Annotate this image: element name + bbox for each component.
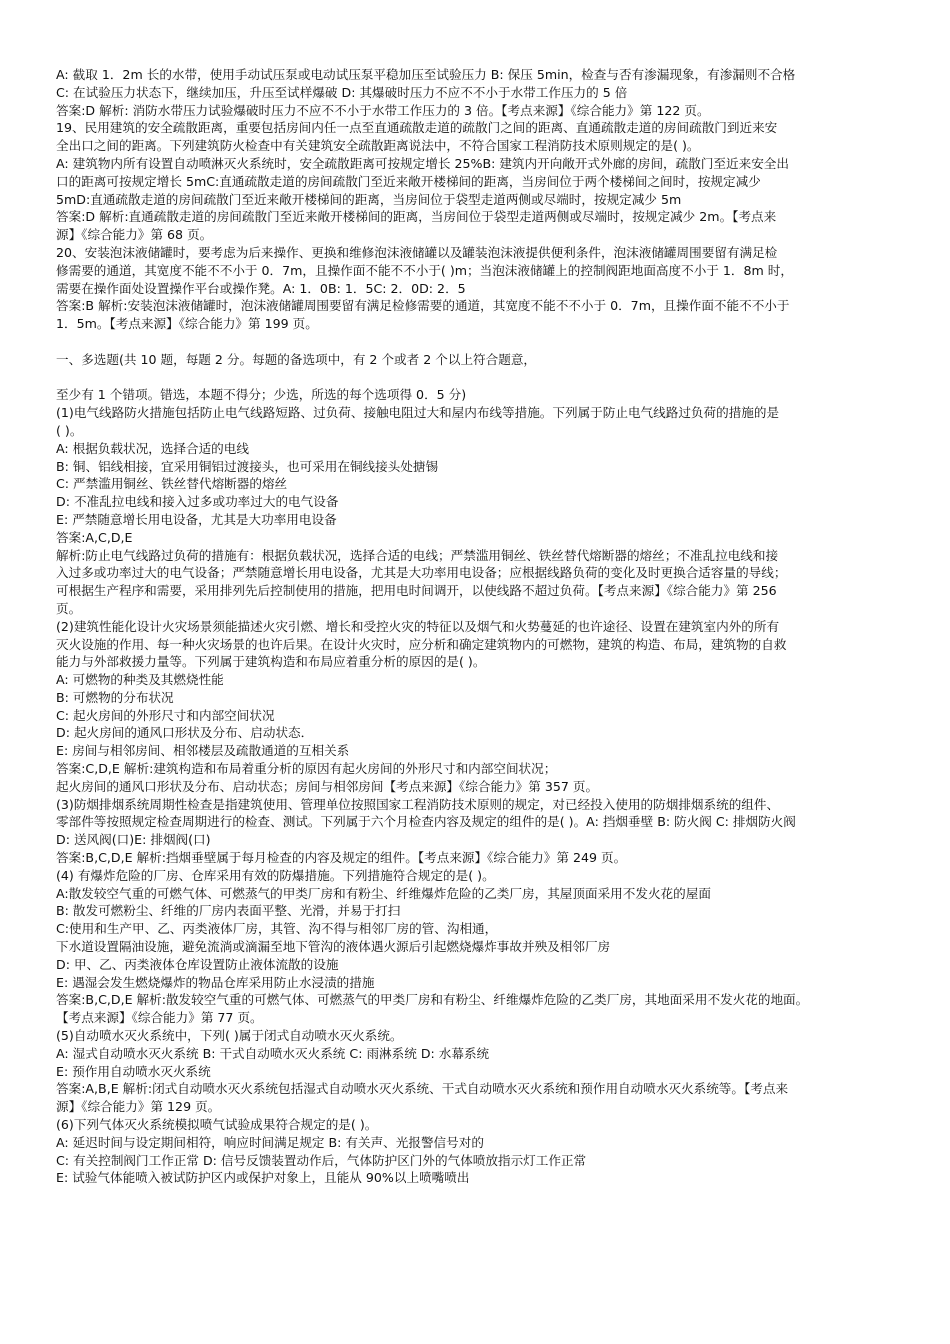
text-line: 口的距离可按规定增长 5mC:直通疏散走道的房间疏散门至近来敞开楼梯间的距离，当房间位于两个楼梯间之间时，按规定减少 [56, 173, 761, 189]
text-line: D: 不准乱拉电线和接入过多或功率过大的电气设备 [56, 494, 339, 510]
text-line: 答案:D 解析:直通疏散走道的房间疏散门至近来敞开楼梯间的距离，当房间位于袋型走道两侧或尽端时，按规定减少 2m。【考点来 [56, 209, 777, 225]
text-line: A: 湿式自动喷水灭火系统 B: 干式自动喷水灭火系统 C: 雨淋系统 D: 水幕系统 [56, 1045, 490, 1061]
text-line: B: 可燃物的分布状况 [56, 689, 174, 705]
text-line: D: 甲、乙、丙类液体仓库设置防止液体流散的设施 [56, 956, 339, 972]
text-line: 答案:B,C,D,E 解析:散发较空气重的可燃气体、可燃蒸气的甲类厂房和有粉尘、纤维爆炸危险的乙类厂房，其地面采用不发火花的地面。 [56, 992, 809, 1008]
blank-line [56, 369, 894, 387]
text-line: 页。 [56, 600, 82, 616]
text-line: 20、安装泡沫液储罐时，要考虑为后来操作、更换和维修泡沫液储罐以及罐装泡沫液提供便利条件，泡沫液储罐周围要留有满足检 [56, 244, 778, 260]
text-line: D: 送风阀(口)E: 排烟阀(口) [56, 832, 211, 848]
text-line: E: 严禁随意增长用电设备，尤其是大功率用电设备 [56, 511, 337, 527]
blank-line [56, 333, 894, 351]
text-line: E: 遇湿会发生燃烧爆炸的物品仓库采用防止水浸渍的措施 [56, 974, 375, 990]
text-line: (4) 有爆炸危险的厂房、仓库采用有效的防爆措施。下列措施符合规定的是( )。 [56, 867, 495, 883]
text-line: 源】《综合能力》第 68 页。 [56, 227, 213, 243]
text-line: 入过多或功率过大的电气设备；严禁随意增长用电设备，尤其是大功率用电设备；应根据线路负荷的变化及时更换合适容量的导线； [56, 565, 787, 581]
text-line: ( )。 [56, 422, 83, 438]
text-line: 修需要的通道，其宽度不能不不小于 0．7m，且操作面不能不不小于( )m；当泡沫液储罐上的控制阀距地面高度不小于 1．8m 时， [56, 262, 793, 278]
text-line: (3)防烟排烟系统周期性检查是指建筑使用、管理单位按照国家工程消防技术原则的规定，对已经投入使用的防烟排烟系统的组件、 [56, 796, 780, 812]
text-line: 至少有 1 个错项。错选，本题不得分；少选，所选的每个选项得 0．5 分) [56, 387, 467, 403]
text-line: (5)自动喷水灭火系统中，下列( )属于闭式自动喷水灭火系统。 [56, 1028, 403, 1044]
text-line: A: 可燃物的种类及其燃烧性能 [56, 672, 224, 688]
text-line: E: 预作用自动喷水灭火系统 [56, 1063, 211, 1079]
text-line: 起火房间的通风口形状及分布、启动状态；房间与相邻房间【考点来源】《综合能力》第 357 页。 [56, 778, 599, 794]
text-line: B: 散发可燃粉尘、纤维的厂房内表面平整、光滑，并易于打扫 [56, 903, 401, 919]
text-line: 能力与外部救援力量等。下列属于建筑构造和布局应着重分析的原因的是( )。 [56, 654, 486, 670]
text-line: 零部件等按照规定检查周期进行的检查、测试。下列属于六个月检查内容及规定的组件的是( )。A: 挡烟垂壁 B: 防火阀 C: 排烟防火阀 [56, 814, 796, 830]
text-line: 需要在操作面处设置操作平台或操作凳。A: 1．0B: 1．5C: 2．0D: 2．5 [56, 280, 466, 296]
text-line: (6)下列气体灭火系统模拟喷气试验成果符合规定的是( )。 [56, 1117, 378, 1133]
text-line: C: 有关控制阀门工作正常 D: 信号反馈装置动作后，气体防护区门外的气体喷放指示灯工作正常 [56, 1152, 587, 1168]
text-line: C: 严禁滥用铜丝、铁丝替代熔断器的熔丝 [56, 476, 288, 492]
text-line: C: 在试验压力状态下，继续加压，升压至试样爆破 D: 其爆破时压力不应不不小于水带工作压力的 5 倍 [56, 84, 628, 100]
text-line: 答案:B 解析:安装泡沫液储罐时，泡沫液储罐周围要留有满足检修需要的通道，其宽度不能不不小于 0．7m，且操作面不能不不小于 [56, 298, 790, 314]
text-line: 答案:A,B,E 解析:闭式自动喷水灭火系统包括湿式自动喷水灭火系统、干式自动喷水灭火系统和预作用自动喷水灭火系统等。【考点来 [56, 1081, 789, 1097]
document-page [56, 66, 894, 1187]
text-line: 答案:C,D,E 解析:建筑构造和布局着重分析的原因有起火房间的外形尺寸和内部空间状况； [56, 761, 557, 777]
text-line: 可根据生产程序和需要，采用排列先后控制使用的措施，把用电时间调开，以使线路不超过负荷。【考点来源】《综合能力》第 256 [56, 583, 777, 599]
section-heading: 一、多选题(共 10 题，每题 2 分。每题的备选项中，有 2 个或者 2 个以上符合题意， [56, 351, 537, 367]
text-line: A: 根据负载状况，选择合适的电线 [56, 440, 249, 456]
text-line: 5mD:直通疏散走道的房间疏散门至近来敞开楼梯间的距离，当房间位于袋型走道两侧或尽端时，按规定减少 5m [56, 191, 682, 207]
text-line: A: 延迟时间与设定期间相符，响应时间满足规定 B: 有关声、光报警信号对的 [56, 1134, 484, 1150]
text-line: (2)建筑性能化设计火灾场景须能描述火灾引燃、增长和受控火灾的特征以及烟气和火势蔓延的也许途径、设置在建筑室内外的所有 [56, 618, 780, 634]
text-line: 全出口之间的距离。下列建筑防火检查中有关建筑安全疏散距离说法中，不符合国家工程消防技术原则规定的是( )。 [56, 138, 700, 154]
text-line: 【考点来源】《综合能力》第 77 页。 [56, 1010, 263, 1026]
text-line: B: 铜、铝线相接，宜采用铜铝过渡接头，也可采用在铜线接头处搪锡 [56, 458, 439, 474]
text-line: 灭火设施的作用、每一种火灾场景的也许后果。在设计火灾时，应分析和确定建筑物内的可燃物，建筑的构造、布局，建筑物的自救 [56, 636, 787, 652]
text-line: 解析:防止电气线路过负荷的措施有：根据负载状况，选择合适的电线；严禁滥用铜丝、铁丝替代熔断器的熔丝；不准乱拉电线和接 [56, 547, 779, 563]
text-line: 19、民用建筑的安全疏散距离，重要包括房间内任一点至直通疏散走道的疏散门之间的距离、直通疏散走道的房间疏散门到近来安 [56, 120, 778, 136]
text-line: A:散发较空气重的可燃气体、可燃蒸气的甲类厂房和有粉尘、纤维爆炸危险的乙类厂房，其屋顶面采用不发火花的屋面 [56, 885, 711, 901]
text-line: 答案:A,C,D,E [56, 529, 133, 545]
text-line: D: 起火房间的通风口形状及分布、启动状态． [56, 725, 314, 741]
text-line: 源】《综合能力》第 129 页。 [56, 1099, 221, 1115]
text-line: 1．5m。【考点来源】《综合能力》第 199 页。 [56, 316, 318, 332]
text-line: E: 试验气体能喷入被试防护区内或保护对象上，且能从 90%以上喷嘴喷出 [56, 1170, 470, 1186]
text-line: A: 截取 1．2m 长的水带，使用手动试压泵或电动试压泵平稳加压至试验压力 B: 保压 5min，检查与否有渗漏现象，有渗漏则不合格 [56, 67, 796, 82]
text-line: 答案:B,C,D,E 解析:挡烟垂壁属于每月检查的内容及规定的组件。【考点来源】《综合能力》第 249 页。 [56, 850, 627, 866]
text-line: 下水道设置隔油设施，避免流淌或滴漏至地下管沟的液体遇火源后引起燃烧爆炸事故并殃及相邻厂房 [56, 939, 611, 955]
text-line: C: 起火房间的外形尺寸和内部空间状况 [56, 707, 275, 723]
text-line: E: 房间与相邻房间、相邻楼层及疏散通道的互相关系 [56, 743, 350, 759]
text-line: 答案:D 解析: 消防水带压力试验爆破时压力不应不不小于水带工作压力的 3 倍。【考点来源】《综合能力》第 122 页。 [56, 102, 710, 118]
text-line: A: 建筑物内所有设置自动喷淋灭火系统时，安全疏散距离可按规定增长 25%B: 建筑内开向敞开式外廊的房间，疏散门至近来安全出 [56, 155, 789, 171]
text-line: C:使用和生产甲、乙、丙类液体厂房，其管、沟不得与相邻厂房的管、沟相通， [56, 921, 498, 937]
text-line: (1)电气线路防火措施包括防止电气线路短路、过负荷、接触电阻过大和屋内布线等措施。下列属于防止电气线路过负荷的措施的是 [56, 405, 780, 421]
